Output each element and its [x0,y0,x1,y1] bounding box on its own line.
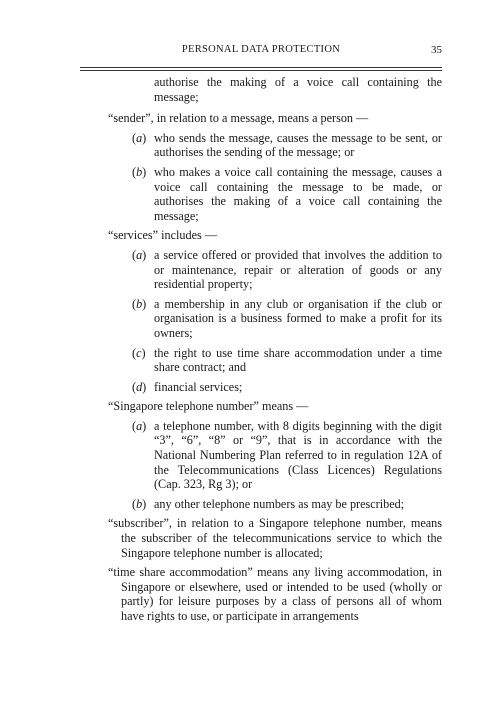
item-label: (a) [132,130,147,145]
item-label: (a) [132,247,147,262]
definition-time-share-accommodation: “time share accommodation” means any living accommodation, in Singapore or elsewhere, used or intended to be used (wholly or partly) for leisure purposes by a class of persons all of whom have rights to use, or participate in arrangements [108,565,442,623]
telephone-item-b [132,496,442,512]
item-text: who makes a voice call containing the message, causes a voice call containing the message to be made, or authorises the making of a voice call containing the message; [154,164,442,223]
definition-services: “services” includes — [108,228,217,243]
definition-singapore-telephone-number: “Singapore telephone number” means — [108,399,309,414]
header-rule-top [80,67,442,68]
page-number: 35 [431,44,442,56]
item-text: the right to use time share accommodation under a time share contract; and [154,345,442,375]
telephone-item-a [132,418,442,492]
running-title: PERSONAL DATA PROTECTION [181,44,341,55]
item-text: financial services; [154,379,243,394]
services-item-c [132,345,442,375]
item-label: (c) [132,345,146,360]
item-text: any other telephone numbers as may be prescribed; [154,496,405,511]
item-text: a service offered or provided that involves the addition to or maintenance, repair or alteration of goods or any residential property; [154,247,442,292]
item-label: (d) [132,379,147,394]
services-item-a [132,247,442,292]
item-label: (b) [132,296,147,311]
item-text: a telephone number, with 8 digits beginning with the digit “3”, “6”, “8” or “9”, that is in accordance with the National Numbering Plan referred to in regulation 12A of the Telecommunications (Class Licences) Regulations (Cap. 323, Rg 3); or [154,418,442,492]
header-rule-bottom [80,70,442,71]
item-text: a membership in any club or organisation if the club or organisation is a business formed to make a profit for its owners; [154,296,442,340]
item-label: (b) [132,164,147,179]
services-item-d [132,379,442,395]
continuation-text: authorise the making of a voice call containing the message; [154,75,442,104]
sender-item-a [132,130,442,160]
page-body [108,75,442,624]
sender-item-b [132,164,442,223]
item-text: who sends the message, causes the message to be sent, or authorises the sending of the message; or [154,130,442,160]
item-label: (a) [132,418,147,433]
item-label: (b) [132,496,147,511]
page-header [80,44,442,60]
services-item-b [132,296,442,341]
definition-subscriber: “subscriber”, in relation to a Singapore telephone number, means the subscriber of the telecommunications service to which the Singapore telephone number is allocated; [108,516,442,560]
definition-sender: “sender”, in relation to a message, means a person — [108,111,369,126]
